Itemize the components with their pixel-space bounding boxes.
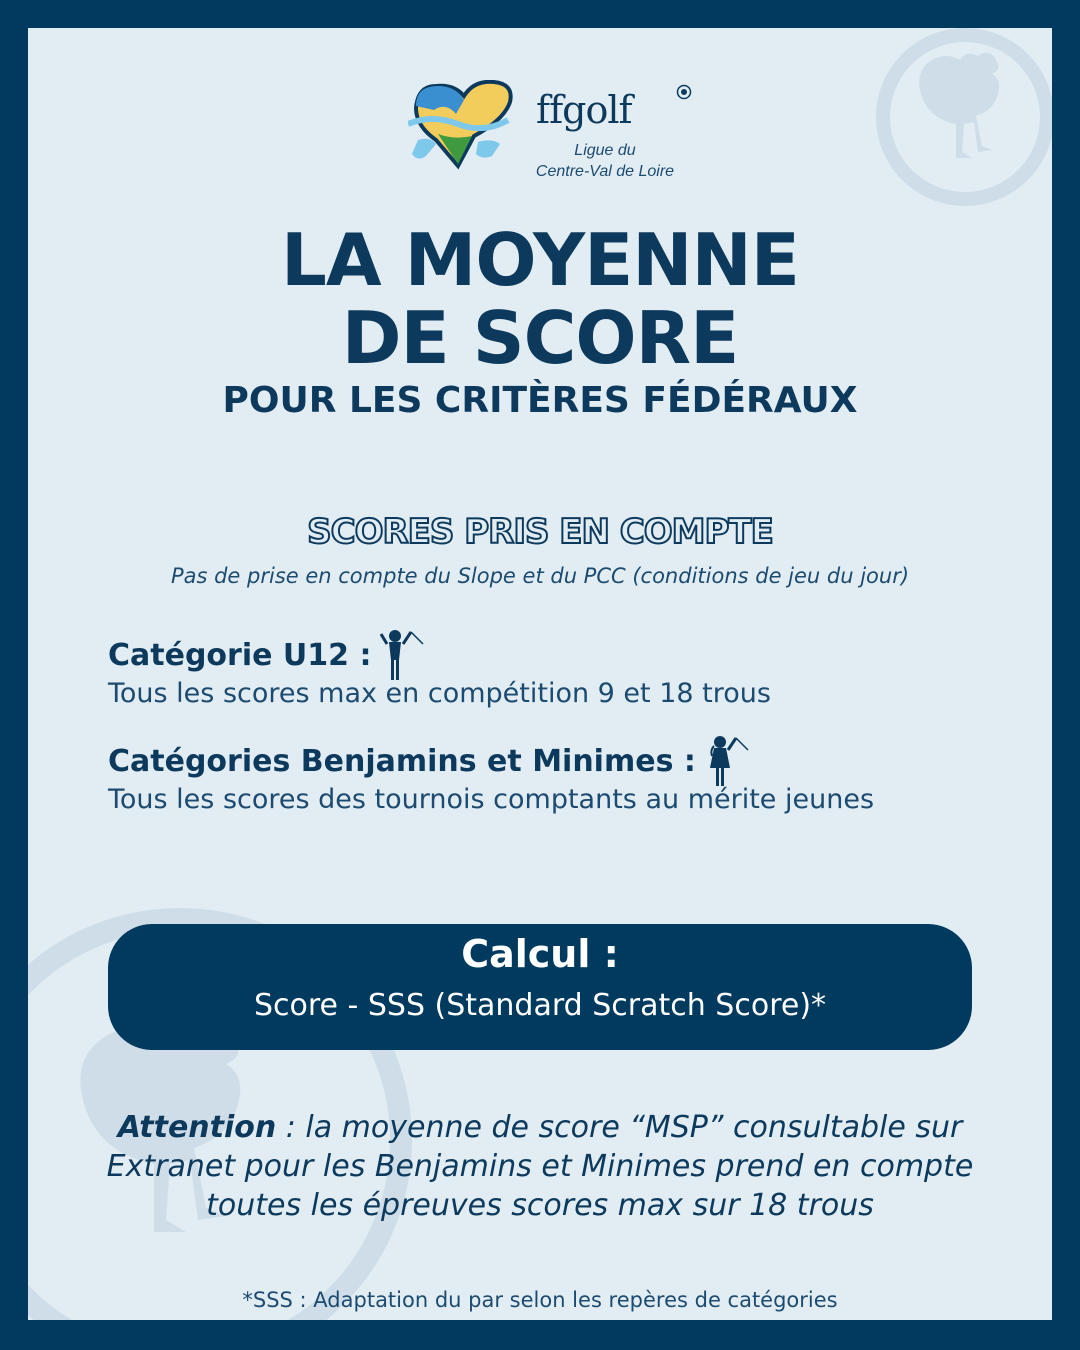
page-title-line2: DE SCORE [341, 296, 739, 380]
attention-note [68, 1108, 1012, 1225]
golfer-boy-icon [379, 628, 425, 682]
section-heading-text: SCORES PRIS EN COMPTE [307, 512, 773, 552]
category-u12-description: Tous les scores max en compétition 9 et 18 trous [108, 678, 771, 709]
category-u12-label: Catégorie U12 : [108, 637, 372, 673]
calcul-box [108, 924, 972, 1050]
calcul-title: Calcul : [461, 932, 619, 976]
registered-mark-icon [676, 84, 692, 100]
logo-name: ffgolf [536, 88, 632, 132]
category-benjamins-minimes-label: Catégories Benjamins et Minimes : [108, 743, 696, 779]
logo-subtitle-line1: Ligue du [574, 142, 636, 159]
category-benjamins-minimes-title [108, 734, 750, 788]
golfer-girl-icon [704, 734, 750, 788]
page-subtitle: POUR LES CRITÈRES FÉDÉRAUX [222, 380, 858, 421]
category-u12-title [108, 628, 425, 682]
section-heading [28, 512, 1052, 552]
logo-subtitle-line2: Centre-Val de Loire [535, 163, 675, 180]
rooster-icon [908, 46, 1018, 176]
attention-text: : la moyenne de score “MSP” consultable sur Extranet pour les Benjamins et Minimes prend en compte toutes les épreuves scores max sur 18 trous [106, 1110, 974, 1223]
logo-subtitle [520, 140, 690, 182]
calcul-formula: Score - SSS (Standard Scratch Score)* [253, 988, 827, 1023]
category-benjamins-minimes-description: Tous les scores des tournois comptants au mérite jeunes [108, 784, 875, 815]
section-note: Pas de prise en compte du Slope et du PCC (conditions de jeu du jour) [170, 564, 910, 588]
ffgolf-logo [408, 80, 688, 190]
attention-label: Attention [117, 1110, 277, 1145]
heart-logo-icon [408, 80, 518, 180]
page-title-line1: LA MOYENNE [281, 218, 799, 302]
poster-frame [28, 28, 1052, 1320]
footnote: *SSS : Adaptation du par selon les repères de catégories [242, 1288, 838, 1312]
